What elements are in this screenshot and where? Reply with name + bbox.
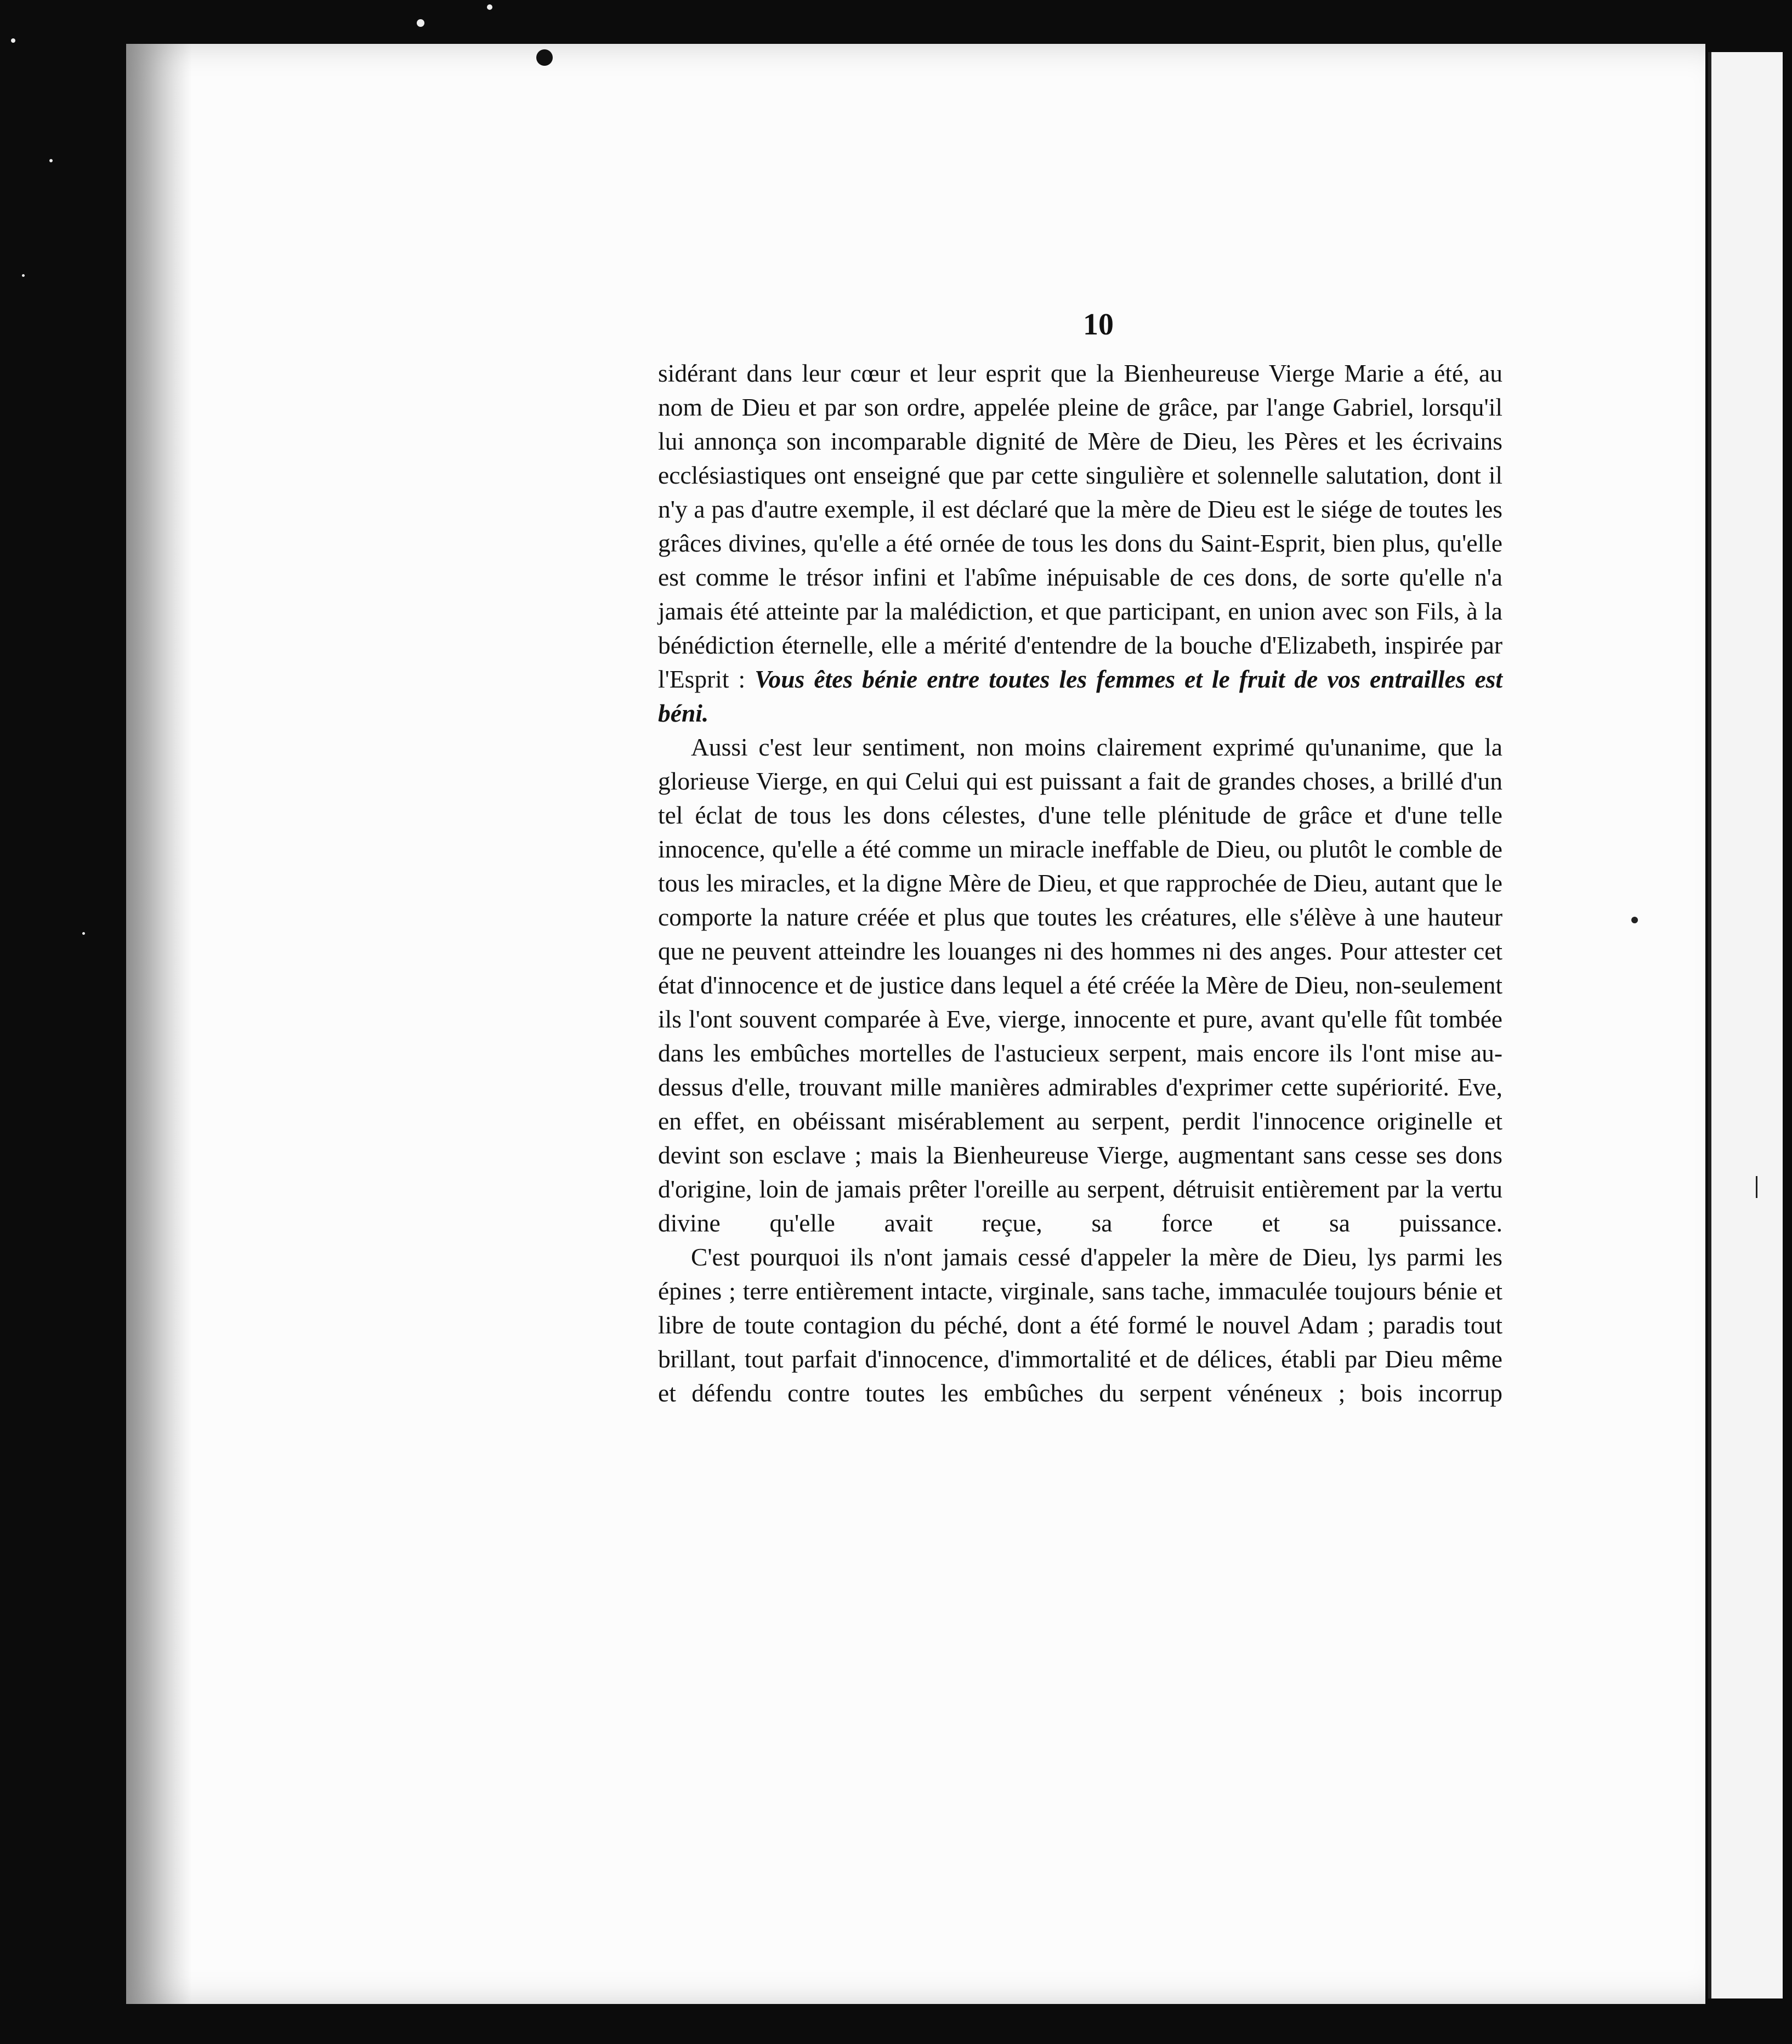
scripture-quote: Vous êtes bénie entre toutes les femmes et le fruit de vos entrailles est béni. xyxy=(658,665,1503,727)
paragraph-2: Aussi c'est leur sentiment, non moins clairement exprimé qu'unanime, que la glorieuse Vierge, en qui Celui qui est puissant a fait de grandes choses, a brillé d'un tel éclat de tous les dons célestes, d'une telle plénitude de grâce et d'une telle innocence, qu'elle a été comme un miracle ineffable de Dieu, ou plutôt le comble de tous les miracles, et la digne Mère de Dieu, et que rapprochée de Dieu, autant que le comporte la nature créée et plus que toutes les créatures, elle s'élève à une hauteur que ne peuvent atteindre les louanges ni des hommes ni des anges. Pour attester cet état d'innocence et de justice dans lequel a été créée la Mère de Dieu, non-seulement ils l'ont souvent comparée à Eve, vierge, innocente et pure, avant qu'elle fût tombée dans les embûches mortelles de l'astucieux serpent, mais encore ils l'ont mise au-dessus d'elle, trouvant mille manières admirables d'exprimer cette supériorité. Eve, en effet, en obéissant misérablement au serpent, perdit l'innocence originelle et devint son esclave ; mais la Bienheureuse Vierge, augmentant sans cesse ses dons d'origine, loin de jamais prêter l'oreille au serpent, détruisit entièrement par la vertu divine qu'elle avait reçue, sa force et sa puissance. xyxy=(658,733,1502,1237)
adjacent-page-edge xyxy=(1708,52,1783,1998)
margin-dot xyxy=(1631,917,1638,923)
paragraph-3: C'est pourquoi ils n'ont jamais cessé d'appeler la mère de Dieu, lys parmi les épines ; terre entièrement intacte, virginale, sans tache, immaculée toujours bénie et libre de toute contagion du péché, dont a été formé le nouvel Adam ; paradis tout brillant, tout parfait d'innocence, d'immortalité et de délices, établi par Dieu même et défendu contre toutes les embûches du serpent vénéneux ; bois incorrup xyxy=(658,1243,1502,1407)
margin-tick xyxy=(1756,1176,1757,1198)
binder-hole xyxy=(536,49,553,66)
page-number: 10 xyxy=(1083,308,1114,342)
paragraph-1 xyxy=(658,356,1502,730)
body-text xyxy=(658,356,1502,1410)
paragraph-1-text: sidérant dans leur cœur et leur esprit que la Bienheureuse Vierge Marie a été, au nom de Dieu et par son ordre, appelée pleine de grâce, par l'ange Gabriel, lorsqu'il lui annonça son incomparable dignité de Mère de Dieu, les Pères et les écrivains ecclésiastiques ont enseigné que par cette singulière et solennelle salutation, dont il n'y a pas d'autre exemple, il est déclaré que la mère de Dieu est le siége de toutes les grâces divines, qu'elle a été ornée de tous les dons du Saint-Esprit, bien plus, qu'elle est comme le trésor infini et l'abîme inépuisable de ces dons, de sorte qu'elle n'a jamais été atteinte par la malédiction, et que participant, en union avec son Fils, à la bénédiction éternelle, elle a mérité d'entendre de la bouche d'Elizabeth, inspirée par l'Esprit : xyxy=(658,359,1502,693)
page-binding-shadow xyxy=(126,44,192,2004)
